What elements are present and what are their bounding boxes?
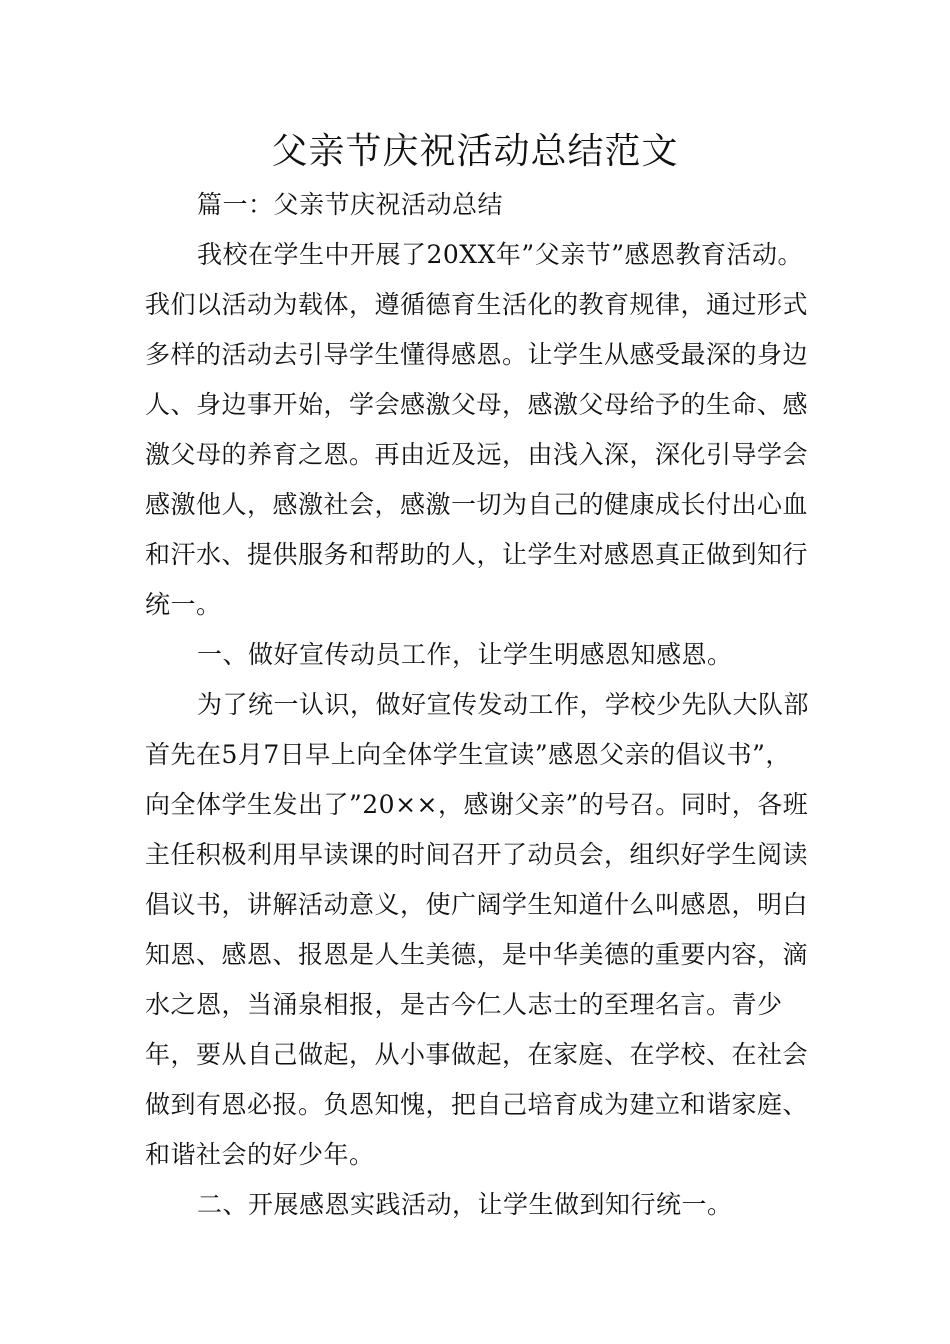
section-one-paragraph: 为了统一认识，做好宣传发动工作，学校少先队大队部首先在5月7日早上向全体学生宣读”感恩父亲的倡议书”，向全体学生发出了”20××，感谢父亲”的号召。同时，各班主任积极利用早读课的时间召开了动员会，组织好学生阅读倡议书，讲解活动意义，使广阔学生知道什么叫感恩，明白知恩、感恩、报恩是人生美德，是中华美德的重要内容，滴水之恩，当涌泉相报，是古今仁人志士的至理名言。青少年，要从自己做起，从小事做起，在家庭、在学校、在社会做到有恩必报。负恩知愧，把自己培育成为建立和谐家庭、和谐社会的好少年。 [145,690,810,1169]
document-title: 父亲节庆祝活动总结范文 [271,131,679,172]
section-heading-two: 二、开展感恩实践活动，让学生做到知行统一。 [197,1190,733,1219]
section-heading-one: 一、做好宣传动员工作，让学生明感恩知感恩。 [197,640,733,669]
intro-paragraph: 我校在学生中开展了20XX年”父亲节”感恩教育活动。我们以活动为载体，遵循德育生活化的教育规律，通过形式多样的活动去引导学生懂得感恩。让学生从感受最深的身边人、身边事开始，学会感激父母，感激父母给予的生命、感激父母的养育之恩。再由近及远，由浅入深，深化引导学会感激他人，感激社会，感激一切为自己的健康成长付出心血和汗水、提供服务和帮助的人，让学生对感恩真正做到知行统一。 [145,240,809,619]
document-body [145,180,813,1230]
section-heading-part-one: 篇一：父亲节庆祝活动总结 [197,190,504,219]
